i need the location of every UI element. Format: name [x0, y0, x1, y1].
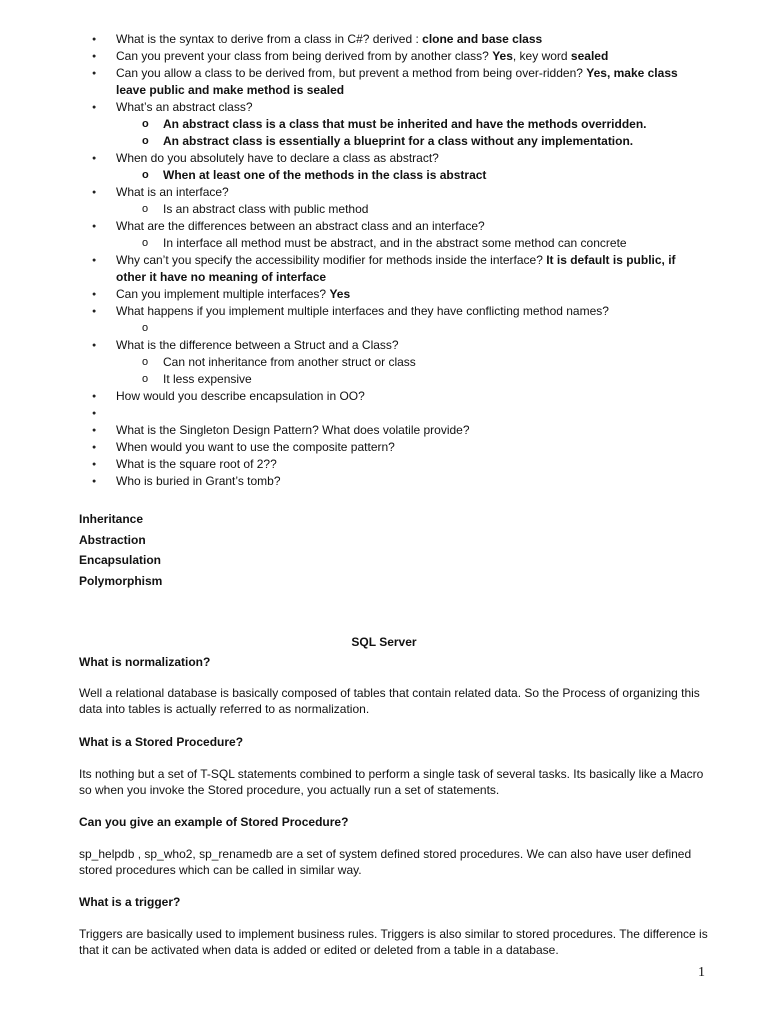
question-text: How would you describe encapsulation in OO?: [116, 389, 365, 403]
answer-text: In interface all method must be abstract, and in the abstract some method can concrete: [163, 236, 627, 250]
answer-text: sealed: [570, 49, 609, 63]
sub-list: [116, 235, 698, 252]
oop-topics: [79, 509, 162, 591]
answer-text: It less expensive: [163, 372, 252, 386]
list-item: [0, 473, 768, 490]
answer-text: Is an abstract class with public method: [163, 202, 369, 216]
list-item: [0, 99, 768, 150]
faq-question: What is normalization?: [79, 655, 211, 669]
list-item: [0, 337, 768, 388]
answer-text: clone and base class: [422, 32, 543, 46]
list-item: [0, 439, 768, 456]
question-text: When do you absolutely have to declare a class as abstract?: [116, 151, 439, 165]
list-item: [0, 286, 768, 303]
sub-list-item: [116, 320, 698, 337]
section-title: SQL Server: [351, 635, 417, 649]
faq-question: What is a Stored Procedure?: [79, 735, 244, 749]
answer-text: , key word: [512, 49, 571, 63]
topic-heading: Encapsulation: [79, 553, 162, 567]
list-item: [0, 252, 768, 286]
sub-list: [116, 201, 698, 218]
faq-answer: Its nothing but a set of T-SQL statements combined to perform a single task of several tasks. Its basically like a Macro so when you invoke the Stored procedure, you actually run a set of statements.: [79, 767, 704, 797]
answer-text: When at least one of the methods in the class is abstract: [163, 168, 487, 182]
list-item: [0, 65, 768, 99]
list-item: [0, 405, 768, 422]
faq-answer: Triggers are basically used to implement business rules. Triggers is also similar to stored procedures. The difference is that it can be activated when data is added or edited or deleted from a table in a database.: [79, 927, 708, 957]
list-item: [0, 150, 768, 184]
list-item: [0, 218, 768, 252]
sub-list-item: [116, 371, 698, 388]
faq-answer: sp_helpdb , sp_who2, sp_renamedb are a set of system defined stored procedures. We can also have user defined stored procedures which can be called in similar way.: [79, 847, 692, 877]
question-text: What’s an abstract class?: [116, 100, 253, 114]
question-text: Can you implement multiple interfaces?: [116, 287, 330, 301]
answer-text: Yes: [492, 49, 513, 63]
answer-text: Yes, make class leave public and make method is sealed: [116, 66, 678, 97]
sub-list: [116, 116, 698, 150]
question-text: Can you allow a class to be derived from, but prevent a method from being over-ridden?: [116, 66, 587, 80]
sub-list: [116, 320, 698, 337]
question-text: Can you prevent your class from being derived from by another class?: [116, 49, 493, 63]
answer-text: Can not inheritance from another struct or class: [163, 355, 416, 369]
question-list: [0, 31, 768, 490]
question-text: When would you want to use the composite pattern?: [116, 440, 395, 454]
list-item: [0, 184, 768, 218]
sub-list-item: [116, 116, 698, 133]
sub-list: [116, 167, 698, 184]
faq-answer: Well a relational database is basically composed of tables that contain related data. So the Process of organizing this data into tables is actually referred to as normalization.: [79, 686, 700, 716]
question-text: Why can’t you specify the accessibility modifier for methods inside the interface?: [116, 253, 547, 267]
faq-question: Can you give an example of Stored Procedure?: [79, 815, 349, 829]
question-text: What is the Singleton Design Pattern? What does volatile provide?: [116, 423, 470, 437]
topic-heading: Inheritance: [79, 512, 144, 526]
question-text: What is the difference between a Struct and a Class?: [116, 338, 399, 352]
sub-list-item: [116, 235, 698, 252]
list-item: [0, 31, 768, 48]
sub-list-item: [116, 354, 698, 371]
sub-list-item: [116, 167, 698, 184]
list-item: [0, 388, 768, 405]
list-item: [0, 48, 768, 65]
answer-text: An abstract class is a class that must be inherited and have the methods overridden.: [163, 117, 647, 131]
list-item: [0, 422, 768, 439]
topic-heading: Abstraction: [79, 532, 146, 547]
question-text: What is the square root of 2??: [116, 457, 277, 471]
answer-text: Yes: [329, 287, 351, 301]
question-text: What is an interface?: [116, 185, 229, 199]
faq-question: What is a trigger?: [79, 895, 181, 909]
question-text: What happens if you implement multiple interfaces and they have conflicting method names?: [116, 304, 609, 318]
question-text: What are the differences between an abstract class and an interface?: [116, 219, 485, 233]
page-number: 1: [698, 965, 705, 980]
question-text: Who is buried in Grant’s tomb?: [116, 474, 281, 488]
answer-text: It is default is public, if other it have no meaning of interface: [116, 253, 676, 284]
answer-text: An abstract class is essentially a blueprint for a class without any implementation.: [163, 134, 634, 148]
sub-list: [116, 354, 698, 388]
question-text: What is the syntax to derive from a class in C#? derived :: [116, 32, 423, 46]
sub-list-item: [116, 201, 698, 218]
topic-heading: Polymorphism: [79, 573, 163, 588]
list-item: [0, 456, 768, 473]
list-item: [0, 303, 768, 337]
sub-list-item: [116, 133, 698, 150]
